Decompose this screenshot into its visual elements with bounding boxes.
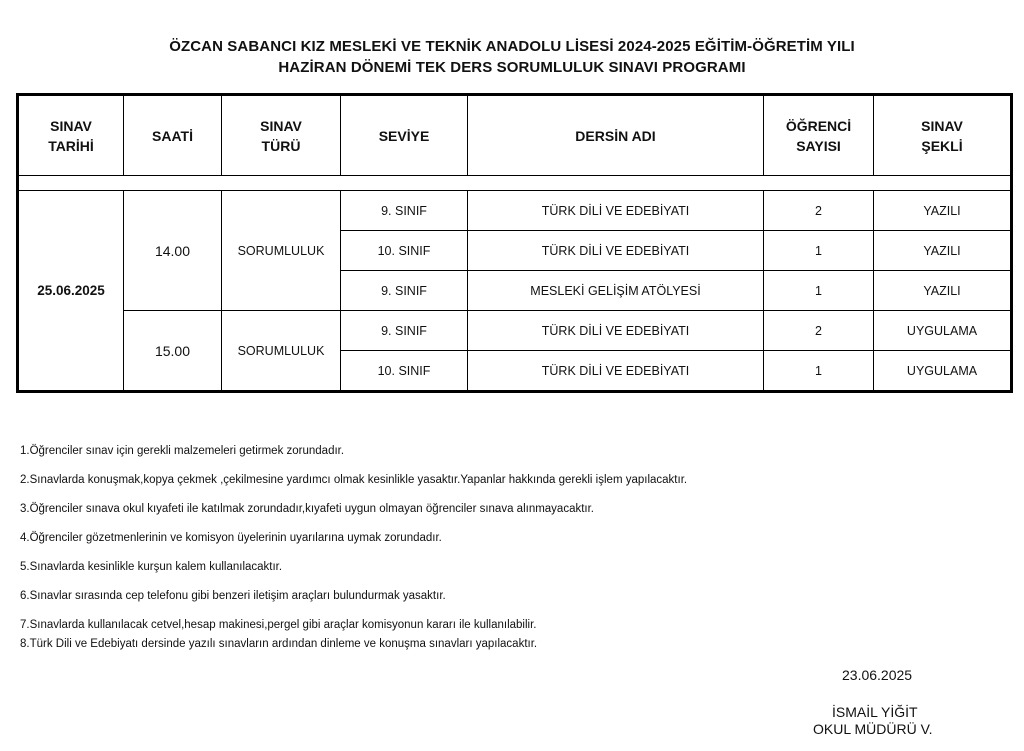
form-cell: UYGULAMA <box>874 351 1012 392</box>
signatory-name: İSMAİL YİĞİT <box>832 704 918 720</box>
rule-item: 5.Sınavlarda kesinlikle kurşun kalem kullanılacaktır. <box>20 561 283 573</box>
title-line-1: ÖZCAN SABANCI KIZ MESLEKİ VE TEKNİK ANADOLU LİSESİ 2024-2025 EĞİTİM-ÖĞRETİM YILI <box>169 38 855 55</box>
header-course-name: DERSİN ADI <box>468 95 764 176</box>
rule-item: 3.Öğrenciler sınava okul kıyafeti ile katılmak zorundadır,kıyafeti uygun olmayan öğrenciler sınava alınmayacaktır. <box>20 503 595 515</box>
exam-date-cell: 25.06.2025 <box>18 191 124 392</box>
count-cell: 2 <box>764 191 874 231</box>
course-cell: TÜRK DİLİ VE EDEBİYATI <box>468 351 764 392</box>
exam-schedule-table <box>16 93 1013 393</box>
rule-item: 7.Sınavlarda kullanılacak cetvel,hesap makinesi,pergel gibi araçlar komisyonun kararı ile kullanılabilir. <box>20 619 537 631</box>
level-cell: 10. SINIF <box>341 231 468 271</box>
exam-type-cell: SORUMLULUK <box>222 311 341 392</box>
document-title <box>0 36 1024 78</box>
form-cell: YAZILI <box>874 231 1012 271</box>
level-cell: 9. SINIF <box>341 311 468 351</box>
table-row <box>18 191 1012 231</box>
count-cell: 2 <box>764 311 874 351</box>
rule-item: 2.Sınavlarda konuşmak,kopya çekmek ,çekilmesine yardımcı olmak kesinlikle yasaktır.Yapanlar hakkında gerekli işlem yapılacaktır. <box>20 474 688 486</box>
header-exam-type: SINAV TÜRÜ <box>222 95 341 176</box>
form-cell: YAZILI <box>874 271 1012 311</box>
time-cell: 15.00 <box>124 311 222 392</box>
level-cell: 10. SINIF <box>341 351 468 392</box>
signatory-title: OKUL MÜDÜRÜ V. <box>813 721 933 737</box>
level-cell: 9. SINIF <box>341 191 468 231</box>
course-cell: MESLEKİ GELİŞİM ATÖLYESİ <box>468 271 764 311</box>
header-exam-date: SINAV TARİHİ <box>18 95 124 176</box>
rule-item: 8.Türk Dili ve Edebiyatı dersinde yazılı sınavların ardından dinleme ve konuşma sınavları yapılacaktır. <box>20 638 538 650</box>
course-cell: TÜRK DİLİ VE EDEBİYATI <box>468 311 764 351</box>
rule-item: 1.Öğrenciler sınav için gerekli malzemeleri getirmek zorundadır. <box>20 445 345 457</box>
header-student-count: ÖĞRENCİ SAYISI <box>764 95 874 176</box>
count-cell: 1 <box>764 271 874 311</box>
header-level: SEVİYE <box>341 95 468 176</box>
course-cell: TÜRK DİLİ VE EDEBİYATI <box>468 191 764 231</box>
title-line-2: HAZİRAN DÖNEMİ TEK DERS SORUMLULUK SINAVI PROGRAMI <box>278 59 746 76</box>
level-cell: 9. SINIF <box>341 271 468 311</box>
table-header-row <box>18 95 1012 176</box>
header-exam-form: SINAV ŞEKLİ <box>874 95 1012 176</box>
count-cell: 1 <box>764 231 874 271</box>
time-cell: 14.00 <box>124 191 222 311</box>
signature-date: 23.06.2025 <box>842 667 913 683</box>
header-time: SAATİ <box>124 95 222 176</box>
rule-item: 4.Öğrenciler gözetmenlerinin ve komisyon üyelerinin uyarılarına uymak zorundadır. <box>20 532 442 544</box>
exam-type-cell: SORUMLULUK <box>222 191 341 311</box>
count-cell: 1 <box>764 351 874 392</box>
table-row <box>18 311 1012 351</box>
form-cell: YAZILI <box>874 191 1012 231</box>
course-cell: TÜRK DİLİ VE EDEBİYATI <box>468 231 764 271</box>
rule-item: 6.Sınavlar sırasında cep telefonu gibi benzeri iletişim araçları bulundurmak yasaktır. <box>20 590 446 602</box>
form-cell: UYGULAMA <box>874 311 1012 351</box>
spacer-row <box>18 176 1012 191</box>
